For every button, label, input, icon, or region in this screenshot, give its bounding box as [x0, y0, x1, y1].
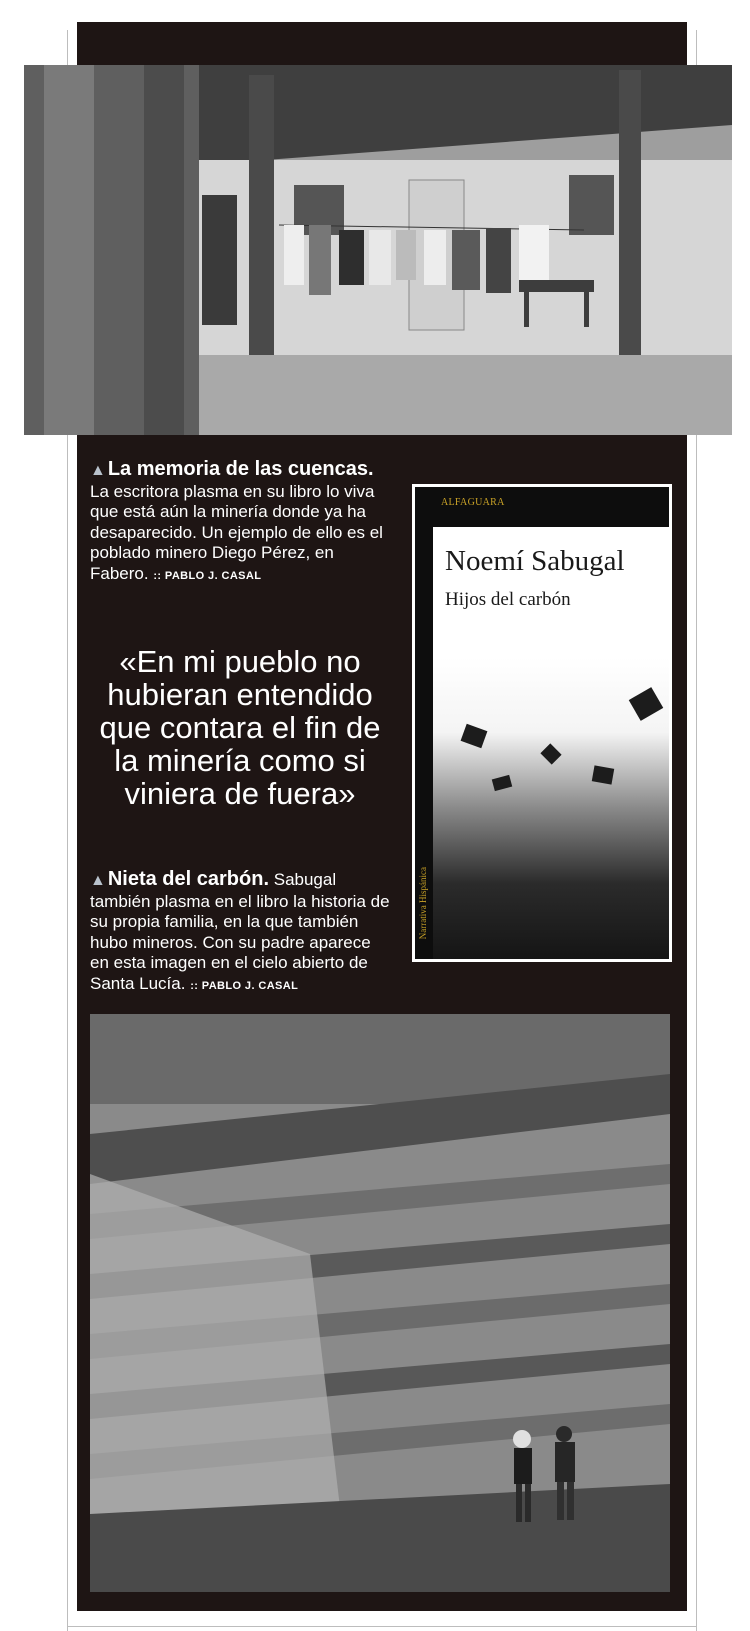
caption-headline: Nieta del carbón.: [107, 868, 269, 890]
coal-pieces-illustration: [433, 657, 669, 959]
book-publisher: ALFAGUARA: [441, 497, 505, 508]
caption-headline: La memoria de las cuencas.: [107, 458, 374, 480]
mining-village-illustration: [24, 65, 732, 435]
mining-village-photo: [24, 65, 732, 435]
open-pit-mine-illustration: [90, 1014, 670, 1592]
book-series: Narrativa Hispánica: [418, 866, 428, 939]
caption-body: La escritora plasma en su libro lo viva que está aún la minería donde ya ha desaparecido. Un ejemplo de ello es el poblado minero Diego Pérez, en Fabero.: [90, 481, 383, 583]
pull-quote: «En mi pueblo no hubieran entendido que contara el fin de la minería como si viniera de fuera»: [99, 644, 381, 811]
photo-credit: :: PABLO J. CASAL: [190, 979, 299, 992]
book-cover: [412, 484, 672, 962]
photo-credit: :: PABLO J. CASAL: [153, 569, 262, 582]
caption-village: [90, 459, 390, 586]
open-pit-mine-photo: [90, 1014, 670, 1592]
caption-open-pit: [90, 869, 390, 996]
triangle-up-icon: ▲: [90, 872, 106, 889]
bottom-rule: [67, 1626, 697, 1627]
book-spine: [415, 487, 433, 959]
book-title: Hijos del carbón: [445, 589, 571, 610]
triangle-up-icon: ▲: [90, 462, 106, 479]
caption-body: Sabugal también plasma en el libro la historia de su propia familia, en la que también hubo mineros. Con su padre aparece en esta imagen en el cielo abierto de Santa Lucía.: [90, 870, 390, 993]
book-author: Noemí Sabugal: [445, 545, 625, 577]
